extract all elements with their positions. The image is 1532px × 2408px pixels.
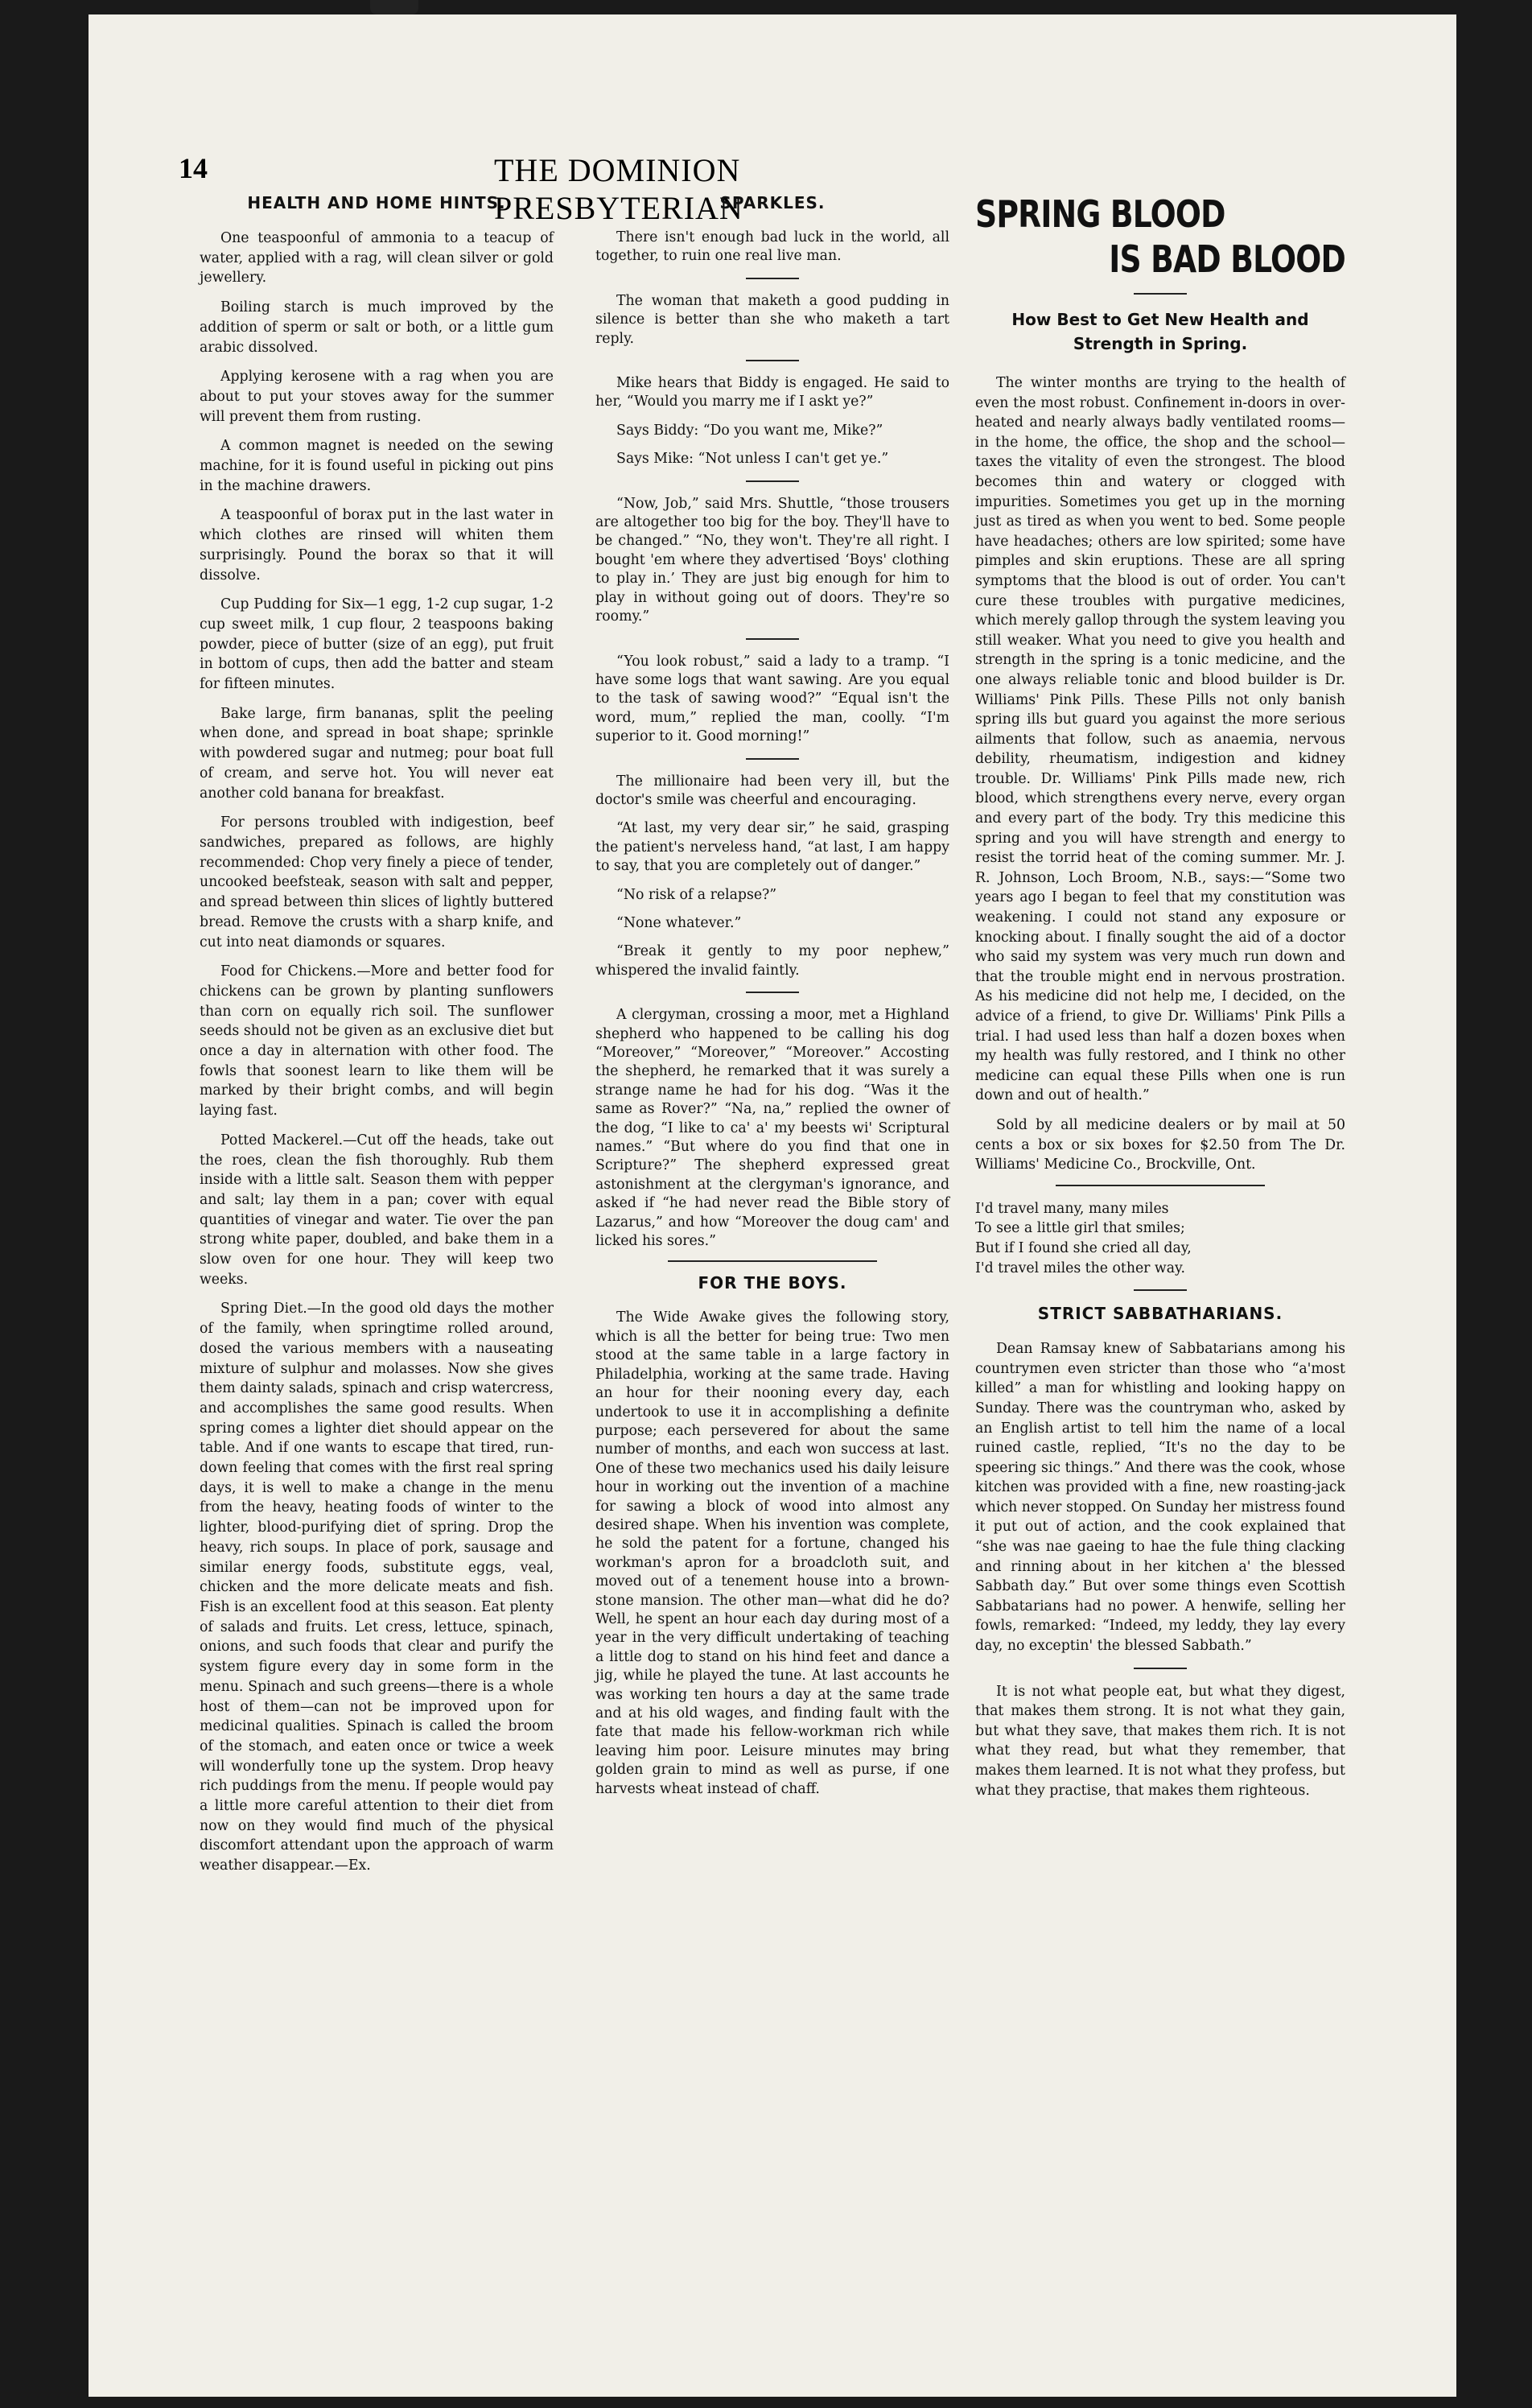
sparkle-paragraph: A clergyman, crossing a moor, met a Highland shepherd who happened to be calling his dog “Moreover,” “Moreover,” “Moreover.” Accosting the shepherd, he remarked that it was surely a strange name he had for his dog. “Was it the same as Rover?” “Na, na,” replied the owner of the dog, “I like to ca' a' my beests wi' Scriptural names.” “But where do you find that one in Scripture?” The shepherd expressed great astonishment at the clergyman's ignorance, and asked if “he had never read the Bible story of Lazarus,” and how “Moreover the doug cam' and licked his sores.”	[595, 1007, 949, 1250]
hint-paragraph: Applying kerosene with a rag when you are about to put your stoves away for the summer will prevent them from rusting.	[200, 369, 554, 425]
sparkle-paragraph: Says Biddy: “Do you want me, Mike?”	[616, 422, 883, 439]
section-title-sabbatharians: STRICT SABBATHARIANS.	[1037, 1304, 1283, 1324]
closing-paragraph: It is not what people eat, but what they digest, that makes them strong. It is not what they gain, but what they save, that makes them rich. It is not what they read, but what they remember, that makes them learned. It is not what they profess, but what they practise, that makes them righteous.	[975, 1683, 1345, 1799]
divider	[1134, 1289, 1187, 1291]
page-number: 14	[179, 152, 208, 184]
divider	[746, 360, 799, 361]
hint-paragraph: Bake large, firm bananas, split the peeling when done, and spread in boat shape; sprinkle with powdered sugar and nutmeg; pour boat full of cream, and serve hot. You will never eat another cold banana for breakfast.	[200, 705, 554, 802]
scan-artifact	[370, 0, 418, 14]
sparkle-paragraph: “Break it gently to my poor nephew,” whispered the invalid faintly.	[595, 943, 949, 979]
sabbath-paragraph: Dean Ramsay knew of Sabbatarians among his countrymen even stricter than those who “a'most killed” a man for whistling and looking happy on Sunday. There was the countryman who, asked by an English artist to tell him the name of a local ruined castle, replied, “It's no the day to be speering sic things.” And there was the cook, whose kitchen was provided with a fine, new roasting-jack which never stopped. On Sunday her mistress found it put out of action, and the cook explained that “she was nae gaeing to hae the fule thing clacking and rinning about in her kitchen a' the blessed Sabbath day.” But over some things even Scottish Sabbatarians had no power. A henwife, selling her fowls, remarked: “Indeed, my leddy, they lay every day, no exceptin' the blessed Sabbath.”	[975, 1341, 1345, 1655]
divider	[1134, 293, 1187, 295]
column-advertisement	[975, 193, 1345, 1810]
hint-paragraph: Boiling starch is much improved by the addition of sperm or salt or both, or a little gum arabic dissolved.	[200, 299, 554, 356]
hint-paragraph: Food for Chickens.—More and better food for chickens can be grown by planting sunflowers than corn on equally rich soil. The sunflower seeds should not be given as an exclusive diet but once a day in alternation with other food. The fowls that soonest learn to like them will be marked by their bright combs, and will begin laying fast.	[200, 963, 554, 1119]
poem	[975, 1199, 1345, 1278]
divider	[746, 992, 799, 993]
ad-headline-line-2: IS BAD BLOOD	[1109, 237, 1345, 281]
divider	[1134, 1668, 1187, 1669]
divider	[746, 758, 799, 760]
sparkle-paragraph: Says Mike: “Not unless I can't get ye.”	[616, 451, 889, 468]
sparkle-paragraph: “No risk of a relapse?”	[616, 886, 777, 903]
sparkle-paragraph: “Now, Job,” said Mrs. Shuttle, “those trousers are altogether too big for the boy. They'll have to be changed.” “No, they won't. They're all right. I bought 'em where they advertised ‘Boys' clothing to play in.’ They are just big enough for him to play in without going out of doors. They're so roomy.”	[595, 495, 949, 625]
sparkle-paragraph: “None whatever.”	[616, 914, 742, 931]
column-health-hints	[200, 193, 554, 1886]
hint-paragraph: A common magnet is needed on the sewing machine, for it is found useful in picking out pins in the machine drawers.	[200, 438, 554, 494]
poem-line: I'd travel many, many miles	[975, 1200, 1169, 1217]
column-sparkles	[595, 193, 949, 1808]
section-title-health: HEALTH AND HOME HINTS.	[247, 193, 506, 212]
section-title-sparkles: SPARKLES.	[719, 193, 826, 212]
poem-line: I'd travel miles the other way.	[975, 1260, 1185, 1276]
hint-paragraph: Cup Pudding for Six—1 egg, 1-2 cup sugar, 1-2 cup sweet milk, 1 cup flour, 2 teaspoons baking powder, piece of butter (size of an egg), put fruit in bottom of cups, then add the batter and steam for fifteen minutes.	[200, 596, 554, 693]
hint-paragraph: A teaspoonful of borax put in the last water in which clothes are rinsed will whiten them surprisingly. Pound the borax so that it will dissolve.	[200, 507, 554, 583]
hint-paragraph: Potted Mackerel.—Cut off the heads, take out the roes, clean the fish thoroughly. Rub them inside with a little salt. Season them with pepper and salt; lay them in a pan; cover with equal quantities of vinegar and water. Tie over the pan strong white paper, doubled, and bake them in a slow oven for one hour. They will keep two weeks.	[200, 1132, 554, 1288]
ad-paragraph: Sold by all medicine dealers or by mail at 50 cents a box or six boxes for $2.50 from The Dr. Williams' Medicine Co., Brockville, Ont.	[975, 1116, 1345, 1173]
poem-line: But if I found she cried all day,	[975, 1239, 1192, 1256]
section-title-boys: FOR THE BOYS.	[698, 1273, 847, 1293]
sparkle-paragraph: There isn't enough bad luck in the world, all together, to ruin one real live man.	[595, 229, 949, 265]
sparkle-paragraph: The millionaire had been very ill, but the doctor's smile was cheerful and encouraging.	[595, 773, 949, 808]
publication-title: THE DOMINION PRESBYTERIAN	[494, 152, 743, 226]
divider	[746, 480, 799, 482]
hint-paragraph: Spring Diet.—In the good old days the mother of the family, when springtime rolled around, dosed the various members with a nauseating mixture of sulphur and molasses. Now she gives them dainty salads, spinach and crisp watercress, and accomplishes the same good results. When spring comes a lighter diet should appear on the table. And if one wants to escape that tired, run-down feeling that comes with the first real spring days, it is well to make a change in the menu from the heavy, heating foods of winter to the lighter, blood-purifying diet of spring. Drop the heavy, rich soups. In place of pork, sausage and similar energy foods, substitute eggs, veal, chicken and the more delicate meats and fish. Fish is an excellent food at this season. Eat plenty of salads and fruits. Let cress, lettuce, spinach, onions, and such foods that clear and purify the system figure every day in some form in the menu. Spinach and such greens—there is a whole host of them—can not be improved upon for medicinal qualities. Spinach is called the broom of the stomach, and eaten once or twice a week will wonderfully tone up the system. Drop heavy rich puddings from the menu. If people would pay a little more careful attention to their diet from now on they would find much of the physical discomfort attendant upon the approach of warm weather disappear.—Ex.	[200, 1301, 554, 1874]
ad-subheading: How Best to Get New Health and Strength in Spring.	[1011, 310, 1309, 353]
divider	[746, 638, 799, 640]
divider	[746, 278, 799, 279]
hint-paragraph: One teaspoonful of ammonia to a teacup of water, applied with a rag, will clean silver or gold jewellery.	[200, 230, 554, 287]
poem-line: To see a little girl that smiles;	[975, 1220, 1185, 1237]
sparkle-paragraph: The woman that maketh a good pudding in silence is better than she who maketh a tart reply.	[595, 292, 949, 347]
hint-paragraph: For persons troubled with indigestion, beef sandwiches, prepared as follows, are highly recommended: Chop very finely a piece of tender, uncooked beefsteak, season with salt and pepper, and spread between thin slices of lightly buttered bread. Remove the crusts with a sharp knife, and cut into neat diamonds or squares.	[200, 814, 554, 950]
boys-story-paragraph: The Wide Awake gives the following story, which is all the better for being true: Two men stood at the same table in a large factory in Philadelphia, working at the same trade. Having an hour for their nooning every day, each undertook to use it in accomplishing a definite purpose; each persevered for about the same number of months, and each won success at last. One of these two mechanics used his daily leisure hour in working out the invention of a machine for sawing a block of wood into almost any desired shape. When his invention was complete, he sold the patent for a fortune, changed his workman's apron for a broadcloth suit, and moved out of a tenement house into a brown-stone mansion. The other man—what did he do? Well, he spent an hour each day during most of a year in the very difficult undertaking of teaching a little dog to stand on his hind feet and dance a jig, while he played the tune. At last accounts he was working ten hours a day at the same trade and at his old wages, and finding fault with the fate that made his fellow-workman rich while leaving him poor. Leisure minutes may bring golden grain to mind as well as purse, if one harvests wheat instead of chaff.	[595, 1309, 949, 1797]
ad-headline-line-1: SPRING BLOOD	[975, 192, 1225, 236]
section-divider	[668, 1260, 877, 1262]
section-divider	[1056, 1185, 1265, 1186]
ad-paragraph: The winter months are trying to the health of even the most robust. Confinement in-doors in over-heated and nearly always badly ventilated rooms—in the home, the office, the shop and the school—taxes the vitality of even the strongest. The blood becomes thin and watery or clogged with impurities. Sometimes you get up in the morning just as tired as when you went to bed. Some people have headaches; others are low spirited; some have pimples and skin eruptions. These are all spring symptoms that the blood is out of order. You can't cure these troubles with purgative medicines, which merely gallop through the system leaving you still weaker. What you need to give you health and strength in the spring is a tonic medicine, and the one always reliable tonic and blood builder is Dr. Williams' Pink Pills. These Pills not only banish spring ills but guard you against the more serious ailments that follow, such as anaemia, nervous debility, rheumatism, indigestion and kidney trouble. Dr. Williams' Pink Pills made new, rich blood, which strengthens every nerve, every organ and every part of the body. Try this medicine this spring and you will have strength and energy to resist the torrid heat of the coming summer. Mr. J. R. Johnson, Loch Broom, N.B., says:—“Some two years ago I began to feel that my constitution was weakening. I could not stand any exposure or knocking about. I finally sought the aid of a doctor who said my system was very much run down and that the trouble might end in nervous prostration. As his medicine did not help me, I decided, on the advice of a friend, to give Dr. Williams' Pink Pills a trial. I had used less than half a dozen boxes when my health was fully restored, and I think no other medicine can equal these Pills when one is run down and out of health.”	[975, 375, 1345, 1104]
sparkle-paragraph: “You look robust,” said a lady to a tramp. “I have some logs that want sawing. Are you equal to the task of sawing wood?” “Equal isn't the word, mum,” replied the man, coolly. “I'm superior to it. Good morning!”	[595, 653, 949, 745]
sparkle-paragraph: “At last, my very dear sir,” he said, grasping the patient's nerveless hand, “at last, I am happy to say, that you are completely out of danger.”	[595, 820, 949, 875]
sparkle-paragraph: Mike hears that Biddy is engaged. He said to her, “Would you marry me if I askt ye?”	[595, 375, 949, 410]
